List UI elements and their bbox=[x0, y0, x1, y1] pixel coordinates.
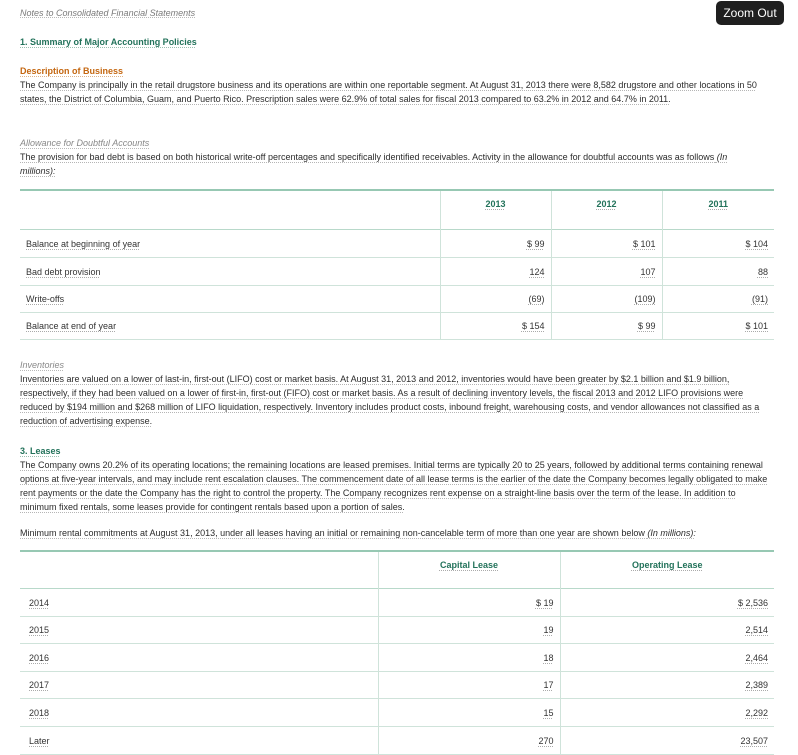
business-description-paragraph: The Company is principally in the retail drugstore business and its operations are within one reportable segment. At August 31, 2013 there were 8,582 drugstore and other locations in 50 states, the District of Columbia, Guam, and Puerto Rico. Prescription sales were 62.9% of total sales for fiscal 2013 compared to 63.2% in 2012 and 64.7% in 2011. bbox=[20, 80, 757, 104]
row-label: 2015 bbox=[29, 625, 50, 635]
table-cell: $ 104 bbox=[662, 230, 774, 258]
section-heading-accounting-policies: 1. Summary of Major Accounting Policies bbox=[20, 37, 197, 47]
section-heading-leases: 3. Leases bbox=[20, 446, 61, 456]
allowance-paragraph bbox=[20, 150, 760, 178]
table-cell: 17 bbox=[378, 672, 560, 699]
table-row bbox=[20, 313, 774, 340]
table-cell: 2,292 bbox=[560, 699, 774, 727]
table-row bbox=[20, 286, 774, 313]
leases-paragraph: The Company owns 20.2% of its operating locations; the remaining locations are leased premises. Initial terms are typically 20 to 25 years, followed by additional terms containing renewal options at five-year intervals, and may include rent escalation clauses. The commencement date of all lease terms is the earlier of the date the Company becomes legally obligated to make rent payments or the date the Company has the right to control the property. The Company recognizes rent expense on a straight-line basis over the term of the lease. In addition to minimum fixed rentals, some leases provide for contingent rentals based upon a portion of sales. bbox=[20, 460, 768, 512]
table-cell: $ 99 bbox=[551, 313, 662, 340]
lease-units: (In millions): bbox=[647, 528, 696, 538]
table-cell: 18 bbox=[378, 644, 560, 672]
table-cell: $ 101 bbox=[662, 313, 774, 340]
allowance-table bbox=[20, 189, 774, 340]
row-label: 2018 bbox=[29, 707, 50, 718]
table-row bbox=[20, 230, 774, 258]
row-label: 2014 bbox=[29, 597, 50, 608]
table-cell: (69) bbox=[440, 286, 551, 313]
row-label: Balance at end of year bbox=[26, 321, 117, 331]
column-header-2012: 2012 bbox=[551, 190, 662, 230]
subheading-allowance: Allowance for Doubtful Accounts bbox=[20, 138, 150, 148]
minimum-rental-text: Minimum rental commitments at August 31, 2013, under all leases having an initial or remaining non-cancelable term of more than one year are shown below bbox=[20, 528, 645, 538]
allowance-text: The provision for bad debt is based on both historical write-off percentages and specifically identified receivables. Activity in the allowance for doubtful accounts was as follows bbox=[20, 152, 715, 162]
column-header-capital-lease: Capital Lease bbox=[378, 551, 560, 589]
subheading-inventories: Inventories bbox=[20, 360, 65, 370]
table-row bbox=[20, 727, 774, 755]
inventories-paragraph: Inventories are valued on a lower of last-in, first-out (LIFO) cost or market basis. At August 31, 2013 and 2012, inventories would have been greater by $2.1 billion and $1.9 billion, respectively, if they had been valued on a lower of first-in, first-out (FIFO) cost or market basis. As a result of declining inventory levels, the fiscal 2013 and 2012 LIFO provisions were reduced by $194 million and $268 million of LIFO liquidation, respectively. Inventory includes product costs, inbound freight, warehousing costs, and vendor allowances not classified as a reduction of advertising expense. bbox=[20, 374, 760, 426]
allowance-table-header bbox=[20, 190, 774, 230]
row-label: Balance at beginning of year bbox=[26, 238, 141, 249]
table-cell: 270 bbox=[378, 727, 560, 755]
table-cell: (109) bbox=[551, 286, 662, 313]
table-cell: 15 bbox=[378, 699, 560, 727]
table-cell: (91) bbox=[662, 286, 774, 313]
table-cell: 2,389 bbox=[560, 672, 774, 699]
minimum-rental-paragraph bbox=[20, 526, 776, 540]
table-row bbox=[20, 617, 774, 644]
column-header-operating-lease: Operating Lease bbox=[560, 551, 774, 589]
table-cell: 23,507 bbox=[560, 727, 774, 755]
doc-title: Notes to Consolidated Financial Statements bbox=[20, 8, 196, 18]
table-row bbox=[20, 699, 774, 727]
table-cell: $ 154 bbox=[440, 313, 551, 340]
table-row bbox=[20, 258, 774, 286]
zoom-out-button[interactable]: Zoom Out bbox=[716, 1, 784, 25]
table-cell: 19 bbox=[378, 617, 560, 644]
row-label: Later bbox=[29, 735, 50, 746]
table-cell: 124 bbox=[440, 258, 551, 286]
table-cell: $ 2,536 bbox=[560, 589, 774, 617]
table-cell: 107 bbox=[551, 258, 662, 286]
table-cell: $ 101 bbox=[551, 230, 662, 258]
column-header-2011: 2011 bbox=[662, 190, 774, 230]
table-cell: $ 19 bbox=[378, 589, 560, 617]
subheading-description-of-business: Description of Business bbox=[20, 66, 124, 76]
row-label: Bad debt provision bbox=[26, 266, 101, 277]
table-cell: 2,464 bbox=[560, 644, 774, 672]
table-row bbox=[20, 672, 774, 699]
table-row bbox=[20, 644, 774, 672]
row-label: 2017 bbox=[29, 680, 50, 690]
lease-table-header bbox=[20, 551, 774, 589]
row-label: 2016 bbox=[29, 652, 50, 663]
table-cell: $ 99 bbox=[440, 230, 551, 258]
allowance-units: (In millions): bbox=[20, 152, 728, 176]
table-cell: 2,514 bbox=[560, 617, 774, 644]
lease-commitments-table bbox=[20, 550, 774, 755]
table-row bbox=[20, 589, 774, 617]
table-cell: 88 bbox=[662, 258, 774, 286]
column-header-2013: 2013 bbox=[440, 190, 551, 230]
row-label: Write-offs bbox=[26, 294, 65, 304]
